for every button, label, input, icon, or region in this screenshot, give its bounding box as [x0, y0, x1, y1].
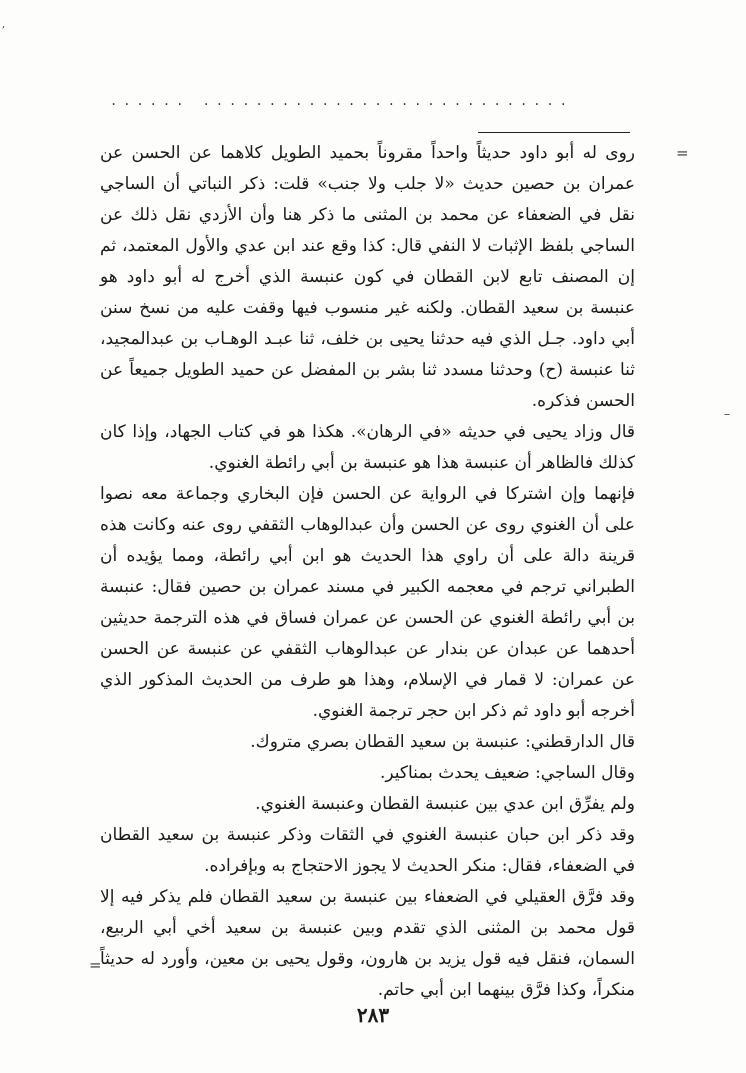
margin-tick-mark: ,	[2, 19, 6, 30]
margin-equals-mark-top: =	[676, 144, 689, 162]
paragraph: قال الدارقطني: عنبسة بن سعيد القطان بصري متروك.	[250, 732, 635, 752]
header-dotted-rule: ...... ............................	[110, 94, 573, 108]
footnote-separator-line	[478, 132, 630, 133]
paragraph: فإنهما وإن اشتركا في الرواية عن الحسن فإن البخاري وجماعة معه نصوا على أن الغنوي روى عن الحسن وأن عبدالوهاب الثقفي روى عنه وكانت هذه قرينة دالة على أن راوي هذا الحديث هو ابن أبي رائطة، ومما يؤيده أن الطبراني ترجم في معجمه الكبير في مسند عمران بن حصين فقال: عنبسة بن أبي رائطة الغنوي عن الحسن عن عمران فساق في هذه الترجمة حديثين أحدهما عن عبدان عن بندار عن عبدالوهاب الثقفي عن عنبسة عن الحسن عن عمران: لا قمار في الإسلام، وهذا هو طرف من الحديث المذكور الذي أخرجه أبو داود ثم ذكر ابن حجر ترجمة الغنوي.	[100, 484, 635, 721]
margin-dash-mark: –	[724, 407, 730, 421]
paragraph: وقال الساجي: ضعيف يحدث بمناكير.	[379, 763, 635, 783]
page-number: ٢٨٣	[356, 1003, 390, 1027]
margin-equals-mark-bottom: =	[89, 956, 102, 974]
paragraph: ولم يفرِّق ابن عدي بين عنبسة القطان وعنبسة الغنوي.	[255, 794, 635, 814]
paragraph: قال وزاد يحيى في حديثه «في الرهان». هكذا هو في كتاب الجهاد، وإذا كان كذلك فالظاهر أن عنبسة هذا هو عنبسة بن أبي رائطة الغنوي.	[100, 422, 635, 473]
paragraph: وقد فرَّق العقيلي في الضعفاء بين عنبسة بن سعيد القطان فلم يذكر فيه إلا قول محمد بن المثنى الذي تقدم وبين عنبسة بن سعيد أخي أبي الربيع، السمان، فنقل فيه قول يزيد بن هارون، وقول يحيى بن معين، وأورد له حديثاً منكراً، وكذا فرَّق بينهما ابن أبي حاتم.	[100, 887, 635, 1000]
paragraph: وقد ذكر ابن حبان عنبسة الغنوي في الثقات وذكر عنبسة بن سعيد القطان في الضعفاء، فقال: منكر الحديث لا يجوز الاحتجاج به وبإفراده.	[100, 825, 635, 876]
paragraph: روى له أبو داود حديثاً واحداً مقروناً بحميد الطويل كلاهما عن الحسن عن عمران بن حصين حديث «لا جلب ولا جنب» قلت: ذكر النباتي أن الساجي نقل في الضعفاء عن محمد بن المثنى ما ذكر هنا وأن الأزدي نقل ذلك عن الساجي بلفظ الإثبات لا النفي قال: كذا وقع عند ابن عدي والأول المعتمد، ثم إن المصنف تابع لابن القطان في كون عنبسة الذي أخرج له أبو داود هو عنبسة بن سعيد القطان. ولكنه غير منسوب فيها وقفت عليه من نسخ سنن أبي داود. جـل الذي فيه حدثنا يحيى بن خلف، ثنا عبـد الوهـاب بن عبدالمجيد، ثنا عنبسة (ح) وحدثنا مسدد ثنا بشر بن المفضل عن حميد الطويل جميعاً عن الحسن فذكره.	[100, 143, 635, 411]
footnote-body	[100, 138, 635, 1006]
